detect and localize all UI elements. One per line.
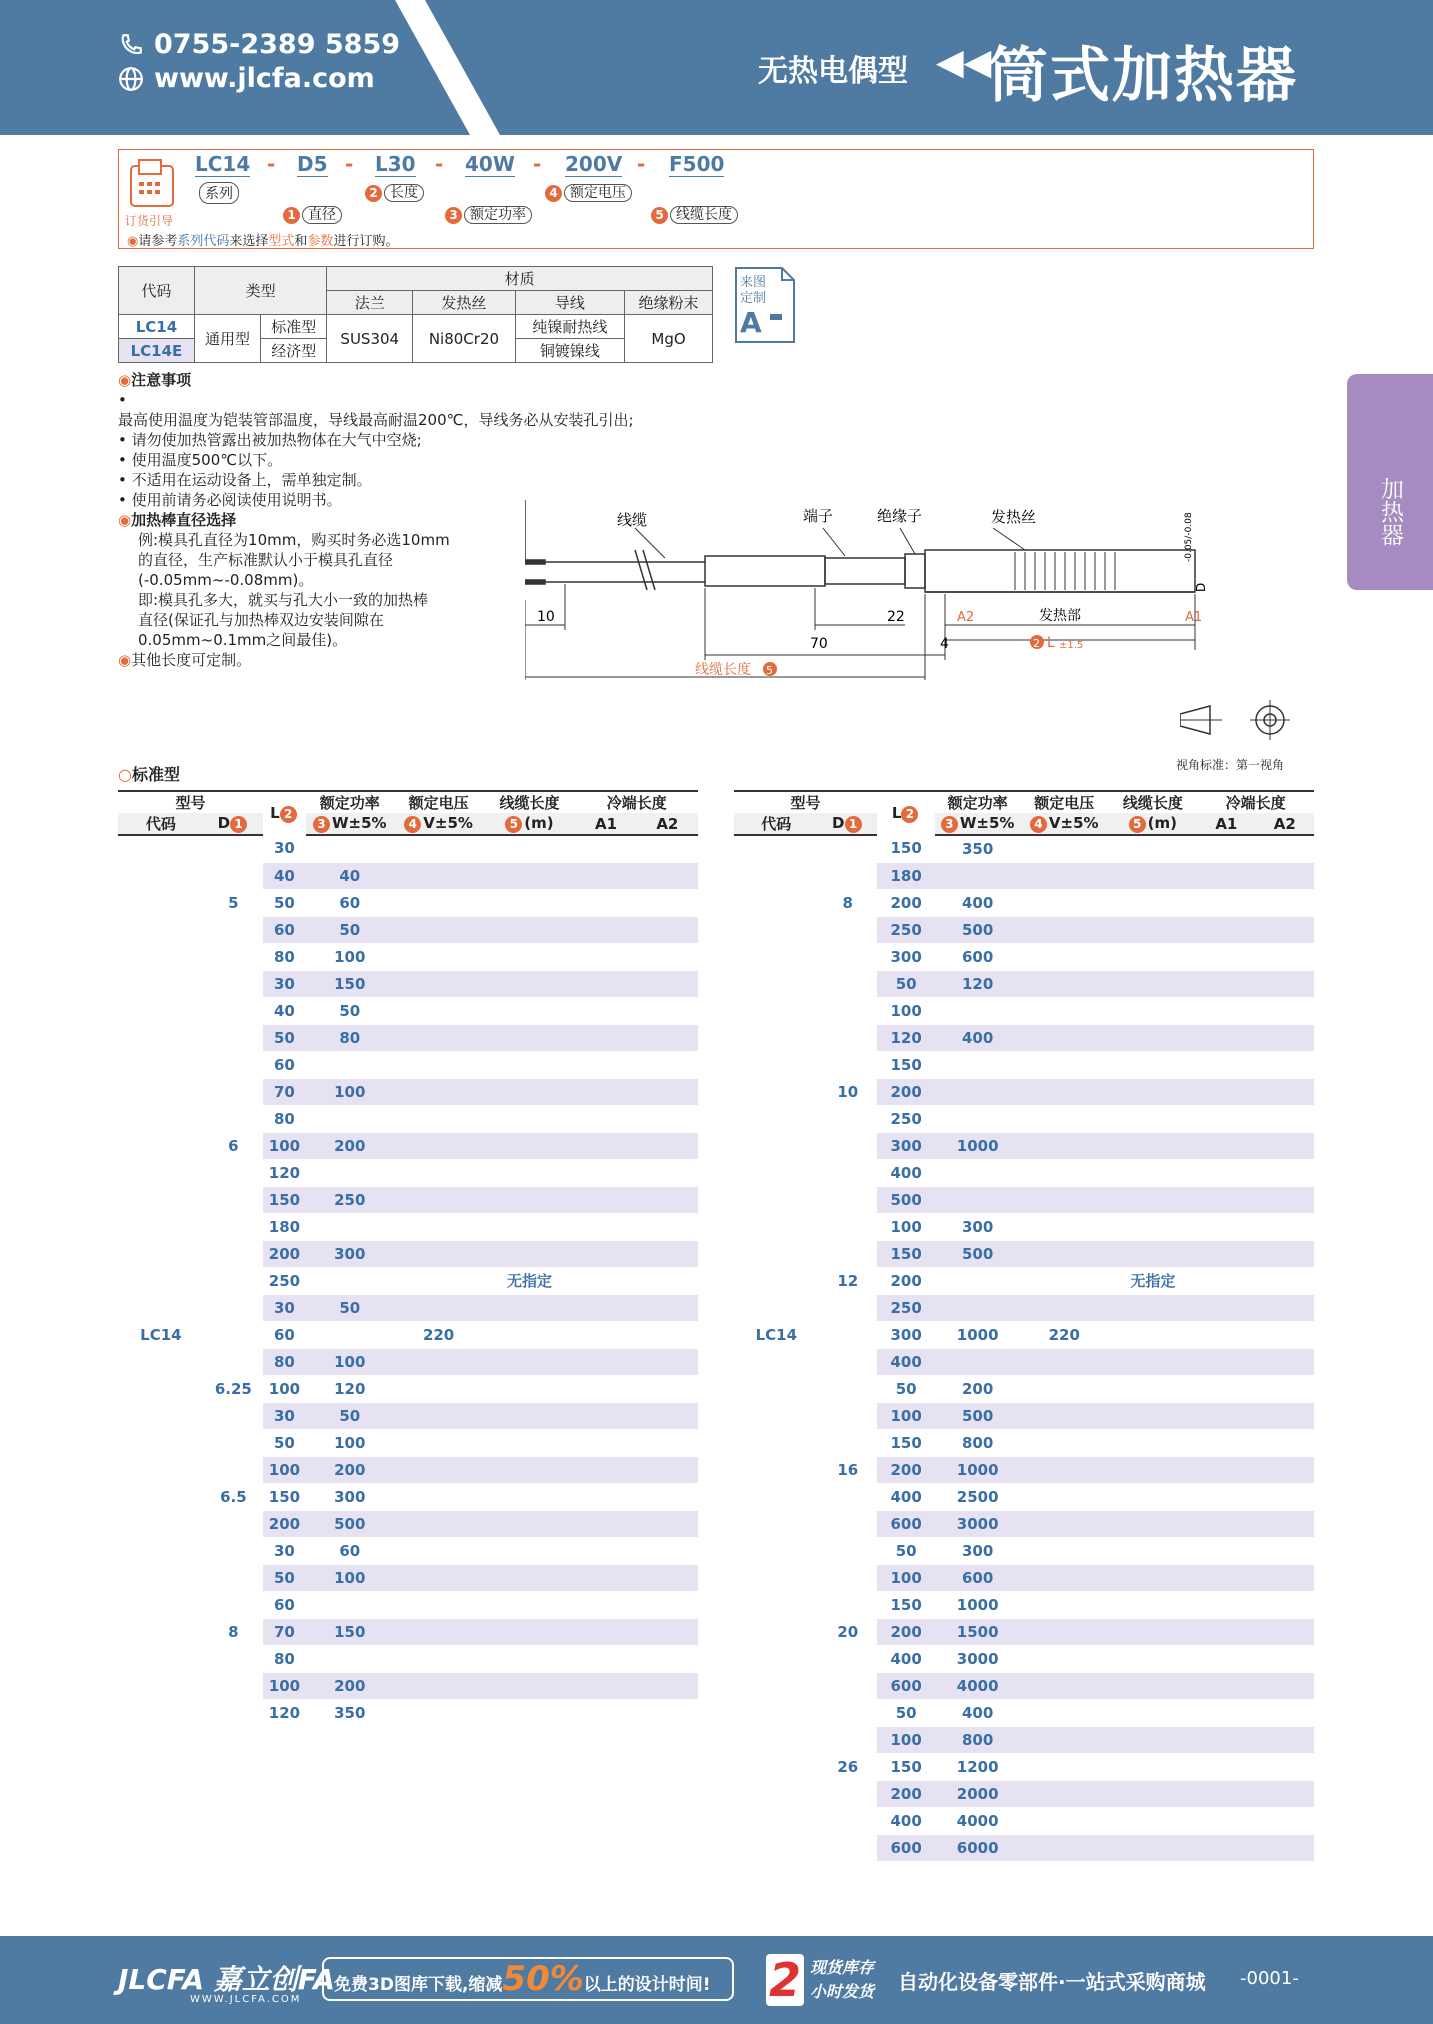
dim-70: 70 <box>810 636 828 652</box>
table-row: 100 800 <box>734 1726 1314 1753</box>
table-row: 50 100 <box>118 1564 698 1591</box>
table-row: 50 200 <box>734 1375 1314 1402</box>
fax-icon <box>125 156 185 216</box>
order-guide: 订货引导 LC14 - D5 - L30 - 40W - 200V - F500 系列 1 直径 2 长度 3 额定功率 4 额定电压 5 线缆长度 ◉请参考系列代码来选择型式和参数进行订购。 <box>118 149 1314 249</box>
table-row: 150 250 <box>118 1186 698 1213</box>
table-row: 150 <box>734 1051 1314 1078</box>
table-row: 6.5 150 300 <box>118 1483 698 1510</box>
table-row: 8 70 150 <box>118 1618 698 1645</box>
label-insulator: 绝缘子 <box>877 507 923 525</box>
table-row: 250 500 <box>734 916 1314 943</box>
dim-a2: A2 <box>957 610 975 625</box>
tag-cable: 线缆长度 <box>670 206 738 224</box>
table-row: 100 200 <box>118 1456 698 1483</box>
table-row: 250 无指定 <box>118 1267 698 1294</box>
phone-icon <box>118 32 144 58</box>
table-row: 250 <box>734 1105 1314 1132</box>
footer <box>0 1936 1433 2024</box>
table-row: 10 200 <box>734 1078 1314 1105</box>
double-arrow-icon: ◀◀ <box>936 42 992 83</box>
table-row: 30 60 <box>118 1537 698 1564</box>
table-row: 70 100 <box>118 1078 698 1105</box>
table-row: 30 50 <box>118 1402 698 1429</box>
table-row: 150 350 <box>734 835 1314 862</box>
label-terminal: 端子 <box>803 507 834 525</box>
dim-4: 4 <box>940 636 949 652</box>
table-row: 600 4000 <box>734 1672 1314 1699</box>
projection-label: 视角标准：第一视角 <box>1176 758 1285 772</box>
table-row: 8 200 400 <box>734 889 1314 916</box>
table-row: 400 2500 <box>734 1483 1314 1510</box>
table-row: 6 100 200 <box>118 1132 698 1159</box>
dim-heat-section: 发热部 <box>1039 608 1081 624</box>
phone-number[interactable]: 0755-2389 5859 <box>154 29 401 60</box>
table-row: 180 <box>734 862 1314 889</box>
dim-l-tol: ±1.5 <box>1059 640 1084 651</box>
order-note: ◉请参考系列代码来选择型式和参数进行订购。 <box>127 234 399 249</box>
spec-table-left: 型号 L 2 额定功率 额定电压 线缆长度 冷端长度 代码 D 1 3 W±5% 4 V±5% 5 (m) A1 A2 30 40 40 5 50 60 60 50 80 100 30 150 40 50 50 80 60 70 100 80 6 100 200 120 150 250 180 200 300 250 无指定 30 50 LC14 60 220 80 100 6.25 100 120 30 50 50 100 100 200 6.5 150 300 200 500 30 60 50 100 60 8 70 150 80 100 200 120 350 <box>118 790 698 1727</box>
table-row: 30 <box>118 835 698 862</box>
footer-ad[interactable]: 免费3D图库下载,缩减50%以上的设计时间! <box>322 1957 734 2001</box>
table-row: 600 6000 <box>734 1834 1314 1861</box>
badge-letter: A <box>740 306 762 339</box>
table-row: LC14 60 220 <box>118 1321 698 1348</box>
table-row: 12 200 无指定 <box>734 1267 1314 1294</box>
table-row: 50 400 <box>734 1699 1314 1726</box>
table-row: 400 4000 <box>734 1807 1314 1834</box>
dim-d-tol: -0.05/-0.08 <box>1184 512 1194 562</box>
tag-voltage: 额定电压 <box>564 184 632 202</box>
tag-series: 系列 <box>199 182 239 204</box>
table-row: 120 400 <box>734 1024 1314 1051</box>
table-row: 60 50 <box>118 916 698 943</box>
table-row: 500 <box>734 1186 1314 1213</box>
table-row: 200 500 <box>118 1510 698 1537</box>
table-row: LC14 300 1000 220 <box>734 1321 1314 1348</box>
table-row: 200 2000 <box>734 1780 1314 1807</box>
page-number: -0001- <box>1240 1968 1299 1989</box>
table-row: 80 <box>118 1645 698 1672</box>
table-row: 400 <box>734 1348 1314 1375</box>
table-row: 26 150 1200 <box>734 1753 1314 1780</box>
table-row: 50 120 <box>734 970 1314 997</box>
svg-text:5: 5 <box>766 664 773 677</box>
footer-logo-sub: WWW.JLCFA.COM <box>190 1994 302 2005</box>
heater-drawing <box>525 500 1225 690</box>
table-row: 180 <box>118 1213 698 1240</box>
table-row: 40 50 <box>118 997 698 1024</box>
table-row: 200 300 <box>118 1240 698 1267</box>
table-row: 80 100 <box>118 1348 698 1375</box>
table-row: 100 <box>734 997 1314 1024</box>
table-row: 100 500 <box>734 1402 1314 1429</box>
spec-table-right: 型号 L 2 额定功率 额定电压 线缆长度 冷端长度 代码 D 1 3 W±5% 4 V±5% 5 (m) A1 A2 150 350 180 8 200 400 250 500 300 600 50 120 100 120 400 150 10 200 250 300 1000 400 500 100 300 150 500 12 200 无指定 250 LC14 300 1000 220 400 50 200 100 500 150 800 16 200 1000 400 2500 600 3000 50 300 100 600 150 1000 20 200 1500 400 3000 600 4000 50 400 100 800 26 150 1200 200 2000 400 4000 600 6000 <box>734 790 1314 1862</box>
table-row: 400 3000 <box>734 1645 1314 1672</box>
dim-d: D <box>1194 582 1208 592</box>
section-title: ○标准型 <box>118 765 180 784</box>
svg-text:2: 2 <box>1033 637 1040 650</box>
page-subtitle: 无热电偶型 <box>758 54 908 89</box>
table-row: 20 200 1500 <box>734 1618 1314 1645</box>
order-guide-label: 订货引导 <box>125 214 174 228</box>
globe-icon <box>118 66 144 92</box>
code-cable: F500 <box>669 152 725 176</box>
table-row: 50 80 <box>118 1024 698 1051</box>
table-row: 150 1000 <box>734 1591 1314 1618</box>
table-row: 100 300 <box>734 1213 1314 1240</box>
code-diameter: D5 <box>297 152 328 176</box>
badge-line1: 来图 <box>740 275 767 290</box>
tag-length: 长度 <box>384 184 424 202</box>
footer-logo[interactable]: JLCFA 嘉立创FA <box>118 1963 335 1996</box>
dim-l: L <box>1047 635 1055 651</box>
dim-22: 22 <box>887 609 905 625</box>
table-row: 150 800 <box>734 1429 1314 1456</box>
table-row: 100 200 <box>118 1672 698 1699</box>
table-row: 150 500 <box>734 1240 1314 1267</box>
table-row: 50 100 <box>118 1429 698 1456</box>
custom-drawing-badge[interactable] <box>734 266 796 344</box>
footer-slogan: 自动化设备零部件·一站式采购商城 <box>898 1970 1206 1994</box>
code-length: L30 <box>375 152 416 176</box>
table-row: 600 3000 <box>734 1510 1314 1537</box>
tag-diameter: 直径 <box>302 206 342 224</box>
table-row: 60 <box>118 1051 698 1078</box>
badge-line2: 定制 <box>740 291 767 306</box>
dim-cable-length: 线缆长度 <box>695 662 751 678</box>
table-row: 300 1000 <box>734 1132 1314 1159</box>
table-row: 120 <box>118 1159 698 1186</box>
table-row: 300 600 <box>734 943 1314 970</box>
dim-a1: A1 <box>1185 610 1203 625</box>
side-tab-heater[interactable]: 加热器 <box>1347 374 1433 590</box>
table-row: 400 <box>734 1159 1314 1186</box>
table-row: 30 150 <box>118 970 698 997</box>
table-row: 120 350 <box>118 1699 698 1726</box>
code-voltage: 200V <box>565 152 623 176</box>
table-row: 50 300 <box>734 1537 1314 1564</box>
table-row: 5 50 60 <box>118 889 698 916</box>
label-coil: 发热丝 <box>991 508 1037 526</box>
table-row: 80 <box>118 1105 698 1132</box>
contact-block <box>118 28 400 96</box>
page-title: 筒式加热器 <box>988 41 1298 111</box>
notes-block: ◉注意事项 • 最高使用温度为铠装管部温度，导线最高耐温200℃，导线务必从安装孔引出; • 请勿使加热管露出被加热物体在大气中空烧; • 使用温度500℃以下。 • 不适用在运动设备上，需单独定制。 • 使用前请务必阅读使用说明书。 ◉加热棒直径选择 例:模具孔直径为10mm，购买时务必选10mm 的直径，生产标准默认小于模具孔直径 (-0.05mm~-0.08mm)。 即:模具孔多大，就买与孔大小一致的加热棒 直径(保证孔与加热棒双边安装间隙在 0.05mm~0.1mm之间最佳)。 ◉其他长度可定制。 <box>118 371 634 669</box>
table-row: 60 <box>118 1591 698 1618</box>
table-row: 40 40 <box>118 862 698 889</box>
website-link[interactable]: www.jlcfa.com <box>154 63 375 94</box>
table-row: 80 100 <box>118 943 698 970</box>
material-table: 代码 类型 材质 法兰 发热丝 导线 绝缘粉末 LC14 通用型 标准型 SUS304 Ni80Cr20 纯镍耐热线 MgO LC14E 经济型 铜镀镍线 <box>118 266 713 363</box>
table-row: 250 <box>734 1294 1314 1321</box>
table-row: 30 50 <box>118 1294 698 1321</box>
table-row: 6.25 100 120 <box>118 1375 698 1402</box>
label-cable: 线缆 <box>617 511 648 529</box>
code-power: 40W <box>465 152 515 176</box>
table-row: 100 600 <box>734 1564 1314 1591</box>
tag-power: 额定功率 <box>464 206 532 224</box>
footer-stock: 现货库存 小时发货 <box>810 1958 875 2001</box>
code-series: LC14 <box>195 152 251 176</box>
dim-10: 10 <box>537 609 555 625</box>
table-row: 16 200 1000 <box>734 1456 1314 1483</box>
footer-two-badge: 2 <box>766 1954 804 2006</box>
